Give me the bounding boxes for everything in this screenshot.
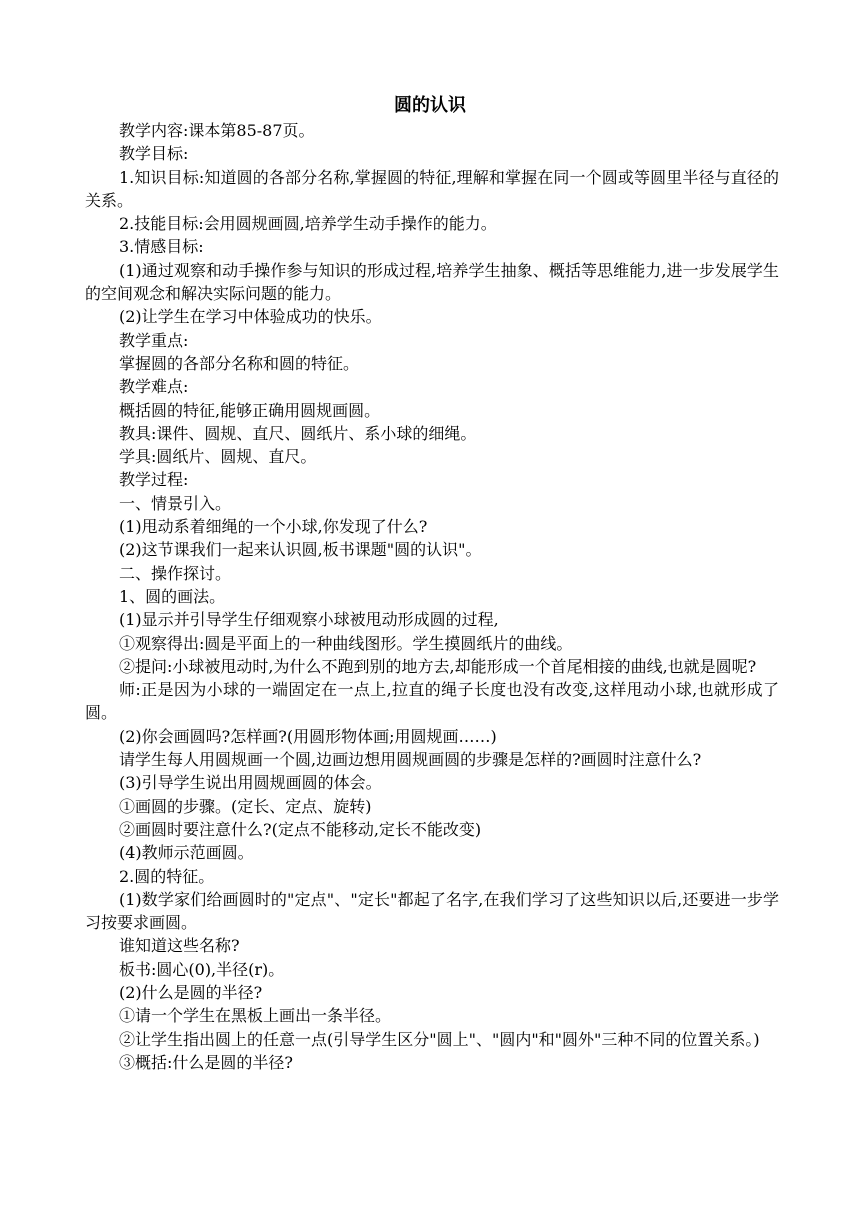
paragraph: 2.圆的特征。 xyxy=(119,866,215,886)
paragraph: 谁知道这些名称? xyxy=(119,936,240,956)
paragraph: 教学内容:课本第85-87页。 xyxy=(119,121,315,140)
paragraph: ①观察得出:圆是平面上的一种曲线图形。学生摸圆纸片的曲线。 xyxy=(119,633,573,653)
paragraph: 概括圆的特征,能够正确用圆规画圆。 xyxy=(119,400,381,420)
paragraph: 3.情感目标: xyxy=(119,237,204,257)
paragraph: 1、圆的画法。 xyxy=(119,586,226,606)
paragraph: (1)甩动系着细绳的一个小球,你发现了什么? xyxy=(119,517,428,537)
paragraph: ②提问:小球被甩动时,为什么不跑到别的地方去,却能形成一个首尾相接的曲线,也就是圆呢? xyxy=(119,656,757,676)
document-body xyxy=(85,119,779,1074)
paragraph: 师:正是因为小球的一端固定在一点上,拉直的绳子长度也没有改变,这样甩动小球,也就形成了圆。 xyxy=(85,680,779,723)
paragraph: 板书:圆心(0),半径(r)。 xyxy=(119,959,285,979)
paragraph: (1)通过观察和动手操作参与知识的形成过程,培养学生抽象、概括等思维能力,进一步发展学生的空间观念和解决实际问题的能力。 xyxy=(85,260,779,304)
paragraph: ②画圆时要注意什么?(定点不能移动,定长不能改变) xyxy=(119,819,482,839)
paragraph: (3)引导学生说出用圆规画圆的体会。 xyxy=(119,773,382,793)
paragraph: 二、操作探讨。 xyxy=(119,563,232,583)
paragraph: 教学目标: xyxy=(119,144,189,164)
paragraph: (2)什么是圆的半径? xyxy=(119,982,263,1002)
paragraph: 教学难点: xyxy=(119,377,189,397)
paragraph: 1.知识目标:知道圆的各部分名称,掌握圆的特征,理解和掌握在同一个圆或等圆里半径与直径的关系。 xyxy=(85,167,779,210)
paragraph: ②让学生指出圆上的任意一点(引导学生区分"圆上"、"圆内"和"圆外"三种不同的位置关系。) xyxy=(119,1029,760,1049)
paragraph: 教学重点: xyxy=(119,330,189,350)
paragraph: 一、情景引入。 xyxy=(119,493,232,513)
paragraph: (2)这节课我们一起来认识圆,板书课题"圆的认识"。 xyxy=(119,540,482,560)
paragraph: 2.技能目标:会用圆规画圆,培养学生动手操作的能力。 xyxy=(119,214,497,234)
paragraph: (2)你会画圆吗?怎样画?(用圆形物体画;用圆规画……) xyxy=(119,726,497,746)
paragraph: (2)让学生在学习中体验成功的快乐。 xyxy=(119,307,382,327)
paragraph: 学具:圆纸片、圆规、直尺。 xyxy=(119,447,317,467)
paragraph: (1)显示并引导学生仔细观察小球被甩动形成圆的过程, xyxy=(119,610,499,630)
paragraph: 请学生每人用圆规画一个圆,边画边想用圆规画圆的步骤是怎样的?画圆时注意什么? xyxy=(119,750,702,770)
paragraph: ③概括:什么是圆的半径? xyxy=(119,1052,293,1072)
paragraph: ①请一个学生在黑板上画出一条半径。 xyxy=(119,1006,392,1026)
paragraph: 掌握圆的各部分名称和圆的特征。 xyxy=(119,353,360,373)
paragraph: 教学过程: xyxy=(119,470,189,490)
paragraph: 教具:课件、圆规、直尺、圆纸片、系小球的细绳。 xyxy=(119,423,477,443)
paragraph: ①画圆的步骤。(定长、定点、旋转) xyxy=(119,796,372,816)
paragraph: (4)教师示范画圆。 xyxy=(119,843,254,863)
document-title: 圆的认识 xyxy=(394,95,466,116)
paragraph: (1)数学家们给画圆时的"定点"、"定长"都起了名字,在我们学习了这些知识以后,还要进一步学习按要求画圆。 xyxy=(85,889,779,933)
